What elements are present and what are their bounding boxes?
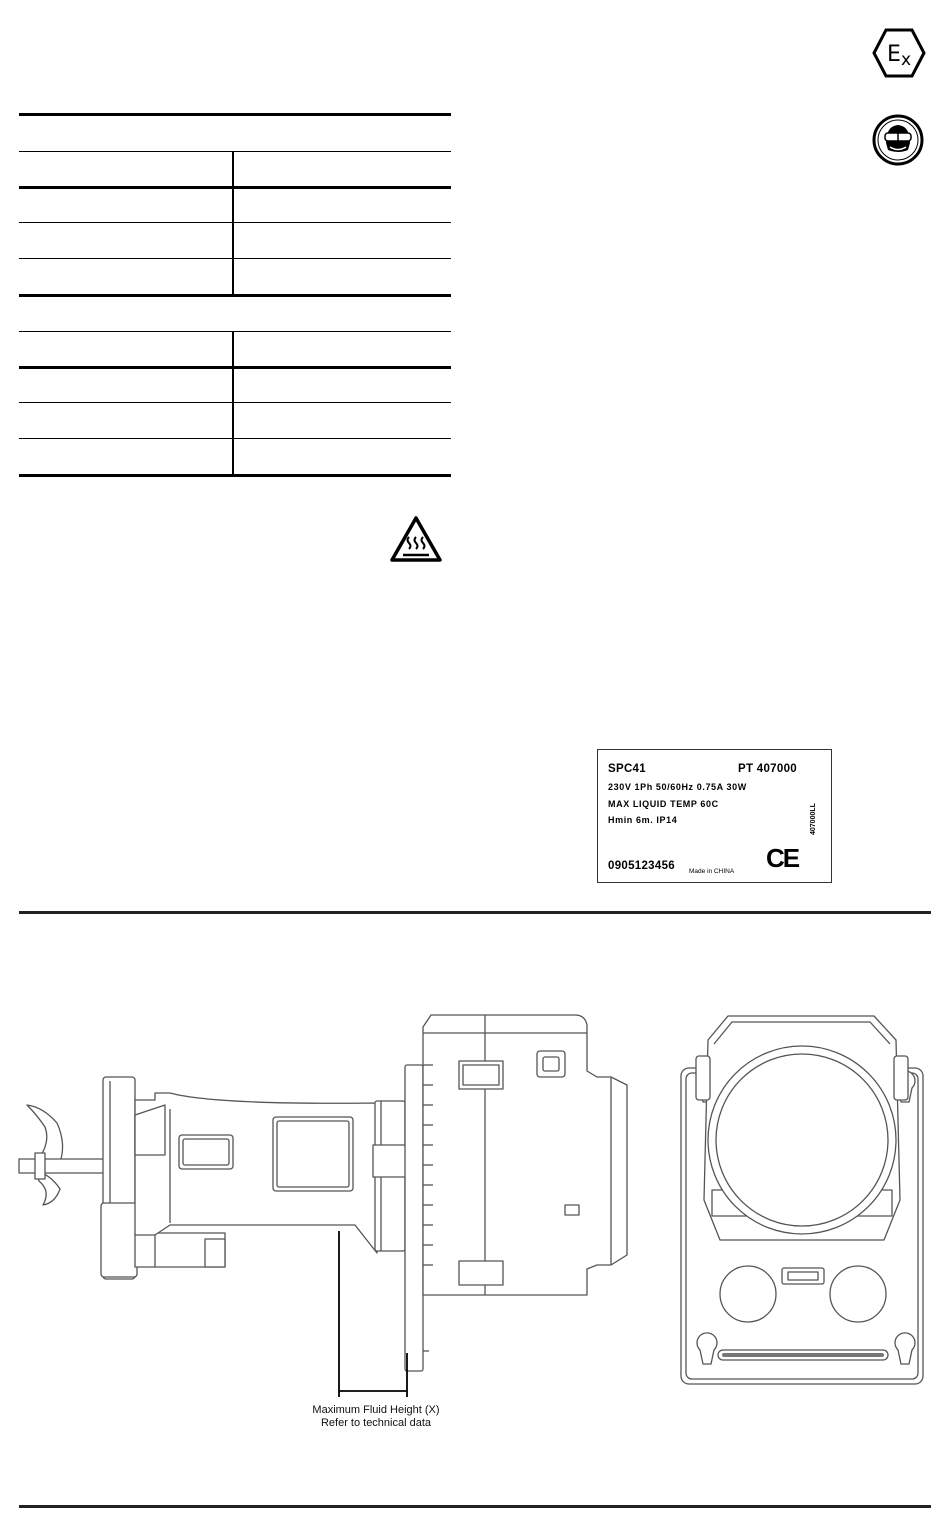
caption-line-1: Maximum Fluid Height (X) (312, 1404, 440, 1416)
bottom-divider (19, 1505, 931, 1508)
hot-surface-warning-icon (389, 515, 443, 563)
pump-front-view-drawing (678, 1010, 928, 1388)
eye-protection-icon (872, 114, 924, 166)
electrical-text: 230V 1Ph 50/60Hz 0.75A 30W (608, 782, 747, 792)
section-divider (19, 911, 931, 914)
spec-table (19, 113, 451, 478)
serial-text: 0905123456 (608, 860, 675, 872)
svg-text:x: x (901, 50, 912, 70)
ce-mark: CE (766, 843, 799, 873)
model-text: SPC41 (608, 763, 646, 775)
svg-text:E: E (887, 42, 901, 67)
caption-line-2: Refer to technical data (320, 1417, 432, 1429)
slot-fill (722, 1353, 884, 1357)
pump-side-view-drawing (15, 1005, 645, 1400)
part-number-text: PT 407000 (738, 763, 797, 775)
fluid-height-caption (290, 1404, 462, 1430)
max-temp-text: MAX LIQUID TEMP 60C (608, 799, 719, 809)
head-ip-text: Hmin 6m. IP14 (608, 815, 678, 825)
origin-text: Made in CHINA (689, 868, 735, 875)
ex-atex-icon (872, 27, 926, 79)
rating-label (597, 749, 832, 883)
side-code-text: 407000LL (810, 803, 817, 835)
